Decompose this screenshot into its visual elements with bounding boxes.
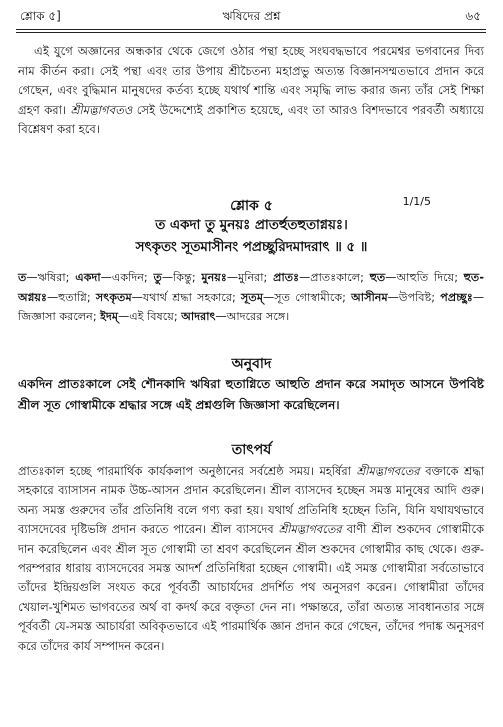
synonym-word: একদা	[75, 271, 101, 284]
synonym-word: হুত-অগ্নয়ঃ	[18, 271, 484, 304]
synonym-meaning: —প্রাতঃকালে;	[299, 271, 370, 284]
synonym-meaning: —মুনিরা;	[226, 271, 274, 284]
synonym-meaning: —উপবিষ্ট;	[387, 290, 441, 304]
verse-line-1: ত একদা তু মুনয়ঃ প্রাতর্হুতহুতাগ্নয়ঃ।	[155, 218, 348, 233]
synonym-word: মুনয়ঃ	[201, 271, 227, 284]
synonym-meaning: —আহুতি দিয়ে;	[385, 271, 464, 284]
synonym-word: ইদম্	[100, 310, 119, 323]
verse-line-2: সৎকৃতং সূতমাসীনং পপ্রচ্ছুরিদমাদরাৎ ॥ ৫ ॥	[135, 240, 368, 255]
synonym-meaning: —একদিন;	[100, 271, 154, 284]
synonym-word: তু	[153, 271, 162, 284]
header-rule-double	[16, 32, 486, 33]
intro-paragraph	[18, 42, 484, 140]
synonym-meaning: —যথার্থ শ্রদ্ধা সহকারে;	[131, 290, 242, 304]
synonyms-block	[18, 268, 484, 327]
synonym-meaning: —কিন্তু;	[161, 271, 202, 284]
synonym-word: ত	[18, 271, 27, 284]
translation-text: একদিন প্রাতঃকালে সেই শৌনকাদি ঋষিরা হুতাগ্নিতে আহুতি প্রদান করে সমাদৃত আসনে উপবিষ্ট শ্রীল সূত গোস্বামীকে শ্রদ্ধার সঙ্গে এই প্রশ্নগুলি জিজ্ঞাসা করেছিলেন।	[18, 377, 484, 412]
synonym-word: প্রাতঃ	[273, 271, 300, 284]
intro-text-continued: সেই উদ্দেশ্যেই প্রকাশিত হয়েছে, এবং তা আরও বিশদভাবে পরবর্তী অধ্যায়ে বিশ্লেষণ করা হবে।	[18, 102, 485, 137]
intro-text: এই যুগে অজ্ঞানের অন্ধকার থেকে জেগে ওঠার পন্থা হচ্ছে সংঘবদ্ধভাবে পরমেশ্বর ভগবানের দিব্য নাম কীর্তন করা। সেই পন্থা এবং তার উপায় শ্রীচৈতন্য মহাপ্রভু অত্যন্ত বিজ্ঞানসম্মতভাবে প্রদান করে গেছেন, এবং বুদ্ধিমান মানুষদের কর্তব্য হচ্ছে যথার্থ শান্তি এবং সমৃদ্ধি লাভ করার জন্য তাঁর সেই শিক্ষা গ্রহণ করা।	[18, 44, 485, 117]
synonym-word: সৎকৃতম	[95, 290, 132, 304]
header-verse-label: শ্লোক ৫]	[20, 9, 61, 23]
purport-book-title-1: শ্রীমদ্ভাগবতের	[356, 464, 420, 478]
purport-heading: তাৎপর্য	[231, 442, 272, 458]
purport-book-title-2: শ্রীমদ্ভাগবতের	[278, 522, 342, 537]
purport-text-1: প্রাতঃকাল হচ্ছে পারমার্থিক কার্যকলাপ অনুষ্ঠানের সর্বশ্রেষ্ঠ সময়। মহর্ষিরা	[18, 464, 357, 478]
translation-heading: অনুবাদ	[231, 356, 272, 372]
synonym-word: আসীনম	[351, 290, 388, 304]
synonym-word: হুত	[369, 271, 386, 284]
synonym-meaning: —জিজ্ঞাসা করলেন;	[18, 290, 484, 323]
synonym-word: সূতম্	[241, 290, 264, 304]
header-chapter-title: ঋষিদের প্রশ্ন	[222, 9, 281, 23]
synonym-meaning: —হুতাগ্নি;	[46, 290, 96, 304]
verse-sanskrit	[0, 215, 503, 259]
header-page-number: ৬৫	[465, 9, 481, 23]
intro-book-title: শ্রীমদ্ভাগবতও	[70, 102, 133, 117]
synonym-meaning: —ঋষিরা;	[26, 271, 76, 284]
header-rule	[16, 29, 486, 30]
synonym-meaning: —এই বিষয়ে;	[118, 310, 182, 323]
synonym-meaning: —সূত গোস্বামীকে;	[263, 290, 352, 304]
synonym-word: আদরাৎ	[181, 310, 216, 323]
purport-text-3: বাণী শ্রীল শুকদেব গোস্বামীকে দান করেছিলেন এবং শ্রীল সূত গোস্বামী তা শ্রবণ করেছিলেন শ্রীল শুকদেব গোস্বামীর কাছ থেকে। গুরু-পরম্পরার ধারায় ব্যাসদেবের সমস্ত আদর্শ প্রতিনিধিরা হচ্ছেন গোস্বামী। এই সমস্ত গোস্বামীরা সর্বতোভাবে তাঁদের ইন্দ্রিয়গুলি সংযত করে পূর্ববর্তী আচার্যদের প্রদর্শিত পথ অনুসরণ করেন। গোস্বামীরা তাঁদের খেয়াল-খুশিমত ভাগবতের অর্থ বা কদর্থ করে বক্তৃতা দেন না। পক্ষান্তরে, তাঁরা অত্যন্ত সাবধানতার সঙ্গে পূর্ববর্তী যে-সমস্ত আচার্যরা অবিকৃতভাবে এই পারমার্থিক জ্ঞান প্রদান করে গেছেন, তাঁদের পদাঙ্ক অনুসরণ করে তাঁদের কার্য সম্পাদন করেন।	[18, 522, 484, 653]
purport-text-2: বক্তাকে শ্রদ্ধা সহকারে ব্যাসাসন নামক উচ্চ-আসন প্রদান করেছিলেন। শ্রীল ব্যাসদেব হচ্ছেন সমস্ত মানুষের আদি গুরু। অন্য সমস্ত গুরুদেব তাঁর প্রতিনিধি বলে গণ্য করা হয়। যথার্থ প্রতিনিধি হচ্ছেন তিনি, যিনি যথাযথভাবে ব্যাসদেবের দৃষ্টিভঙ্গি প্রদান করতে পারেন। শ্রীল ব্যাসদেব	[18, 464, 484, 537]
synonym-word: পপ্রচ্ছুঃ	[440, 290, 473, 304]
purport-paragraph	[18, 462, 484, 656]
verse-heading: শ্লোক ৫	[230, 198, 273, 214]
synonym-meaning: —আদরের সঙ্গে।	[215, 310, 290, 323]
verse-reference-number: 1/1/5	[402, 195, 431, 208]
